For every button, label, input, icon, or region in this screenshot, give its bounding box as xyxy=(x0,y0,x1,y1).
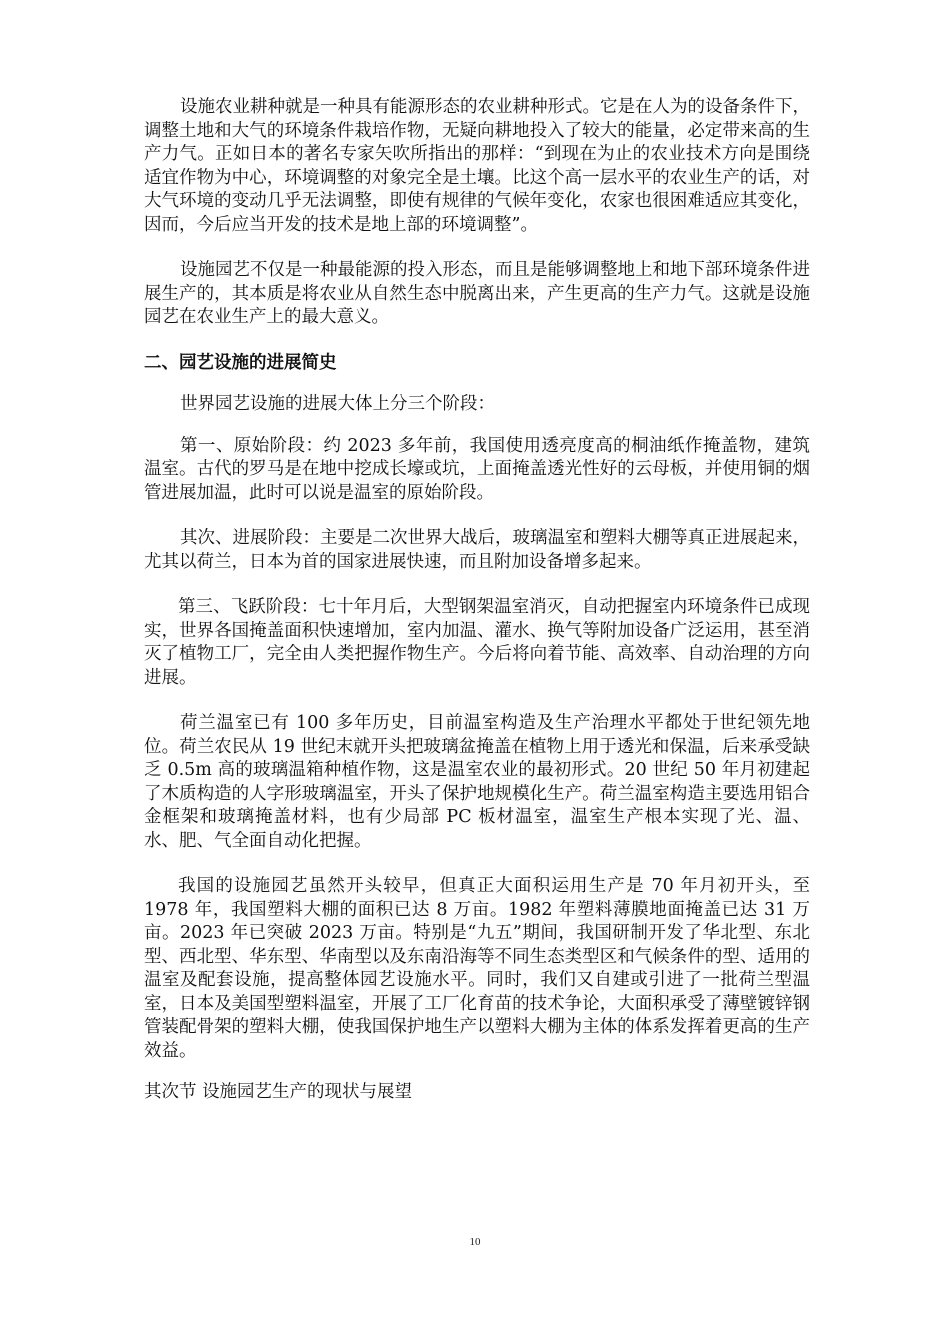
paragraph-facility-agriculture: 设施农业耕种就是一种具有能源形态的农业耕种形式。它是在人为的设备条件下，调整土地和大气的环境条件栽培作物，无疑向耕地投入了较大的能量，必定带来高的生产力气。正如日本的著名专家矢吹所指出的那样：“到现在为止的农业技术方向是围绕适宜作物为中心，环境调整的对象完全是土壤。比这个高一层水平的农业生产的话，对大气环境的变动几乎无法调整，即使有规律的气候年变化，农家也很困难适应其变化，因而，今后应当开发的技术是地上部的环境调整”。 xyxy=(144,97,810,235)
paragraph-stage-two: 其次、进展阶段：主要是二次世界大战后，玻璃温室和塑料大棚等真正进展起来，尤其以荷兰，日本为首的国家进展快速，而且附加设备增多起来。 xyxy=(144,528,810,572)
paragraph-stage-three: 第三、飞跃阶段：七十年月后，大型钢架温室消灭，自动把握室内环境条件已成现实，世界各国掩盖面积快速增加，室内加温、灌水、换气等附加设备广泛运用，甚至消灭了植物工厂，完全由人类把握作物生产。今后将向着节能、高效率、自动治理的方向进展。 xyxy=(144,597,810,688)
document-page xyxy=(144,96,810,1105)
paragraph-china-horticulture: 我国的设施园艺虽然开头较早，但真正大面积运用生产是 70 年月初开头，至 1978 年，我国塑料大棚的面积已达 8 万亩。1982 年塑料薄膜地面掩盖已达 31 万亩。2023 年已突破 2023 万亩。特别是“九五”期间，我国研制开发了华北型、东北型、西北型、华东型、华南型以及东南沿海等不同生态类型区和气候条件的型、适用的温室及配套设施，提高整体园艺设施水平。同时，我们又自建或引进了一批荷兰型温室，日本及美国型塑料温室，开展了工厂化育苗的技术争论，大面积承受了薄壁镀锌钢管装配骨架的塑料大棚，使我国保护地生产以塑料大棚为主体的体系发挥着更高的生产效益。 xyxy=(144,876,810,1061)
section-heading-history: 二、园艺设施的进展简史 xyxy=(144,352,337,373)
paragraph-facility-horticulture-meaning: 设施园艺不仅是一种最能源的投入形态，而且是能够调整地上和地下部环境条件进展生产的，其本质是将农业从自然生态中脱离出来，产生更高的生产力气。这就是设施园艺在农业生产上的最大意义。 xyxy=(144,260,810,327)
page-number: 10 xyxy=(469,1236,481,1248)
paragraph-three-stages-intro: 世界园艺设施的进展大体上分三个阶段： xyxy=(180,394,495,414)
paragraph-netherlands-greenhouse: 荷兰温室已有 100 多年历史，目前温室构造及生产治理水平都处于世纪领先地位。荷兰农民从 19 世纪末就开头把玻璃盆掩盖在植物上用于透光和保温，后来承受缺乏 0.5m 高的玻璃温箱种植作物，这是温室农业的最初形式。20 世纪 50 年月初建起了木质构造的人字形玻璃温室，开头了保护地规模化生产。荷兰温室构造主要选用铝合金框架和玻璃掩盖材料，也有少局部 PC 板材温室，温室生产根本实现了光、温、水、肥、气全面自动化把握。 xyxy=(144,713,810,851)
section-title-status-outlook: 其次节 设施园艺生产的现状与展望 xyxy=(144,1082,413,1102)
paragraph-stage-one: 第一、原始阶段：约 2023 多年前，我国使用透亮度高的桐油纸作掩盖物，建筑温室。古代的罗马是在地中挖成长壕或坑，上面掩盖透光性好的云母板，并使用铜的烟管进展加温，此时可以说是温室的原始阶段。 xyxy=(144,435,810,503)
